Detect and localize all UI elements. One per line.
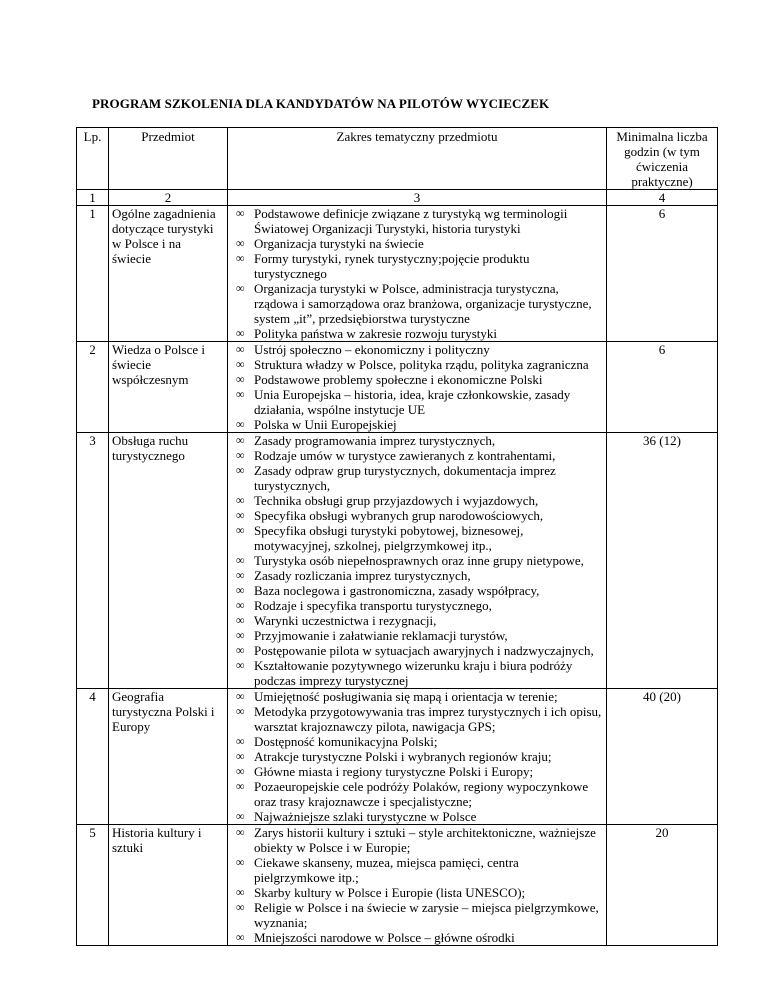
topics-cell <box>228 689 607 825</box>
topic-item <box>232 508 602 523</box>
topic-item <box>232 613 602 628</box>
infinity-bullet-icon: ∞ <box>236 885 245 899</box>
row-number: 2 <box>77 342 109 433</box>
topics-cell <box>228 206 607 342</box>
subject-cell: Geografia turystyczna Polski i Europy <box>109 689 228 825</box>
topic-text: Zarys historii kultury i sztuki – style architektoniczne, ważniejsze obiekty w Polsce i w Europie; <box>254 825 596 855</box>
hours-cell: 36 (12) <box>607 433 718 689</box>
infinity-bullet-icon: ∞ <box>236 855 245 869</box>
topic-text: Mniejszości narodowe w Polsce – główne ośrodki <box>254 930 515 945</box>
topic-item <box>232 493 602 508</box>
infinity-bullet-icon: ∞ <box>236 342 245 356</box>
topic-text: Główne miasta i regiony turystyczne Polski i Europy; <box>254 764 534 779</box>
topic-text: Kształtowanie pozytywnego wizerunku kraju i biura podróży podczas imprezy turystycznej <box>254 658 573 688</box>
topic-item <box>232 448 602 463</box>
infinity-bullet-icon: ∞ <box>236 508 245 522</box>
topic-text: Polityka państwa w zakresie rozwoju turystyki <box>254 326 497 341</box>
infinity-bullet-icon: ∞ <box>236 734 245 748</box>
topic-item <box>232 553 602 568</box>
header-lp: Lp. <box>77 128 109 190</box>
topic-item <box>232 387 602 417</box>
subject-cell: Historia kultury i sztuki <box>109 825 228 946</box>
topic-list <box>232 433 602 688</box>
subject-cell: Wiedza o Polsce i świecie współczesnym <box>109 342 228 433</box>
topic-text: Postępowanie pilota w sytuacjach awaryjnych i nadzwyczajnych, <box>254 643 594 658</box>
topic-text: Warynki uczestnictwa i rezygnacji, <box>254 613 437 628</box>
topic-item <box>232 236 602 251</box>
topic-item <box>232 326 602 341</box>
topic-text: Dostępność komunikacyjna Polski; <box>254 734 438 749</box>
topic-text: Umiejętność posługiwania się mapą i orientacja w terenie; <box>254 689 558 704</box>
infinity-bullet-icon: ∞ <box>236 553 245 567</box>
subject-cell: Obsługa ruchu turystycznego <box>109 433 228 689</box>
topic-text: Najważniejsze szlaki turystyczne w Polsce <box>254 809 477 824</box>
topic-item <box>232 598 602 613</box>
infinity-bullet-icon: ∞ <box>236 448 245 462</box>
topic-item <box>232 628 602 643</box>
infinity-bullet-icon: ∞ <box>236 523 245 537</box>
infinity-bullet-icon: ∞ <box>236 749 245 763</box>
infinity-bullet-icon: ∞ <box>236 689 245 703</box>
topic-item <box>232 206 602 236</box>
topic-text: Rodzaje umów w turystyce zawieranych z kontrahentami, <box>254 448 556 463</box>
topic-item <box>232 523 602 553</box>
topic-text: Formy turystyki, rynek turystyczny;pojęcie produktu turystycznego <box>254 251 530 281</box>
topic-item <box>232 900 602 930</box>
topic-item <box>232 583 602 598</box>
table-row <box>77 825 718 946</box>
topic-text: Organizacja turystyki na świecie <box>254 236 424 251</box>
topics-cell <box>228 342 607 433</box>
infinity-bullet-icon: ∞ <box>236 251 245 265</box>
infinity-bullet-icon: ∞ <box>236 628 245 642</box>
topic-list <box>232 689 602 824</box>
row-number: 3 <box>77 433 109 689</box>
topic-item <box>232 568 602 583</box>
topic-item <box>232 357 602 372</box>
header-scope: Zakres tematyczny przedmiotu <box>228 128 607 190</box>
topic-item <box>232 689 602 704</box>
topic-text: Pozaeuropejskie cele podróży Polaków, regiony wypoczynkowe oraz trasy krajoznawcze i specjalistyczne; <box>254 779 589 809</box>
topic-text: Technika obsługi grup przyjazdowych i wyjazdowych, <box>254 493 539 508</box>
topic-item <box>232 734 602 749</box>
hours-cell: 40 (20) <box>607 689 718 825</box>
infinity-bullet-icon: ∞ <box>236 598 245 612</box>
topic-item <box>232 825 602 855</box>
topic-text: Podstawowe definicje związane z turystyką wg terminologii Światowej Organizacji Turystyki, historia turystyki <box>254 206 568 236</box>
infinity-bullet-icon: ∞ <box>236 357 245 371</box>
infinity-bullet-icon: ∞ <box>236 236 245 250</box>
topic-text: Specyfika obsługi wybranych grup narodowościowych, <box>254 508 544 523</box>
topic-text: Baza noclegowa i gastronomiczna, zasady współpracy, <box>254 583 540 598</box>
topic-item <box>232 749 602 764</box>
training-program-table <box>76 127 718 946</box>
topic-item <box>232 704 602 734</box>
topic-text: Religie w Polsce i na świecie w zarysie – miejsca pielgrzymkowe, wyznania; <box>254 900 599 930</box>
row-number: 5 <box>77 825 109 946</box>
header-subject: Przedmiot <box>109 128 228 190</box>
infinity-bullet-icon: ∞ <box>236 809 245 823</box>
topic-item <box>232 281 602 326</box>
topic-list <box>232 342 602 432</box>
table-row <box>77 433 718 689</box>
column-number: 4 <box>607 190 718 206</box>
topic-item <box>232 809 602 824</box>
topic-text: Zasady odpraw grup turystycznych, dokumentacja imprez turystycznych, <box>254 463 556 493</box>
topic-text: Ustrój społeczno – ekonomiczny i polityczny <box>254 342 490 357</box>
topic-text: Atrakcje turystyczne Polski i wybranych regionów kraju; <box>254 749 552 764</box>
topic-text: Przyjmowanie i załatwianie reklamacji turystów, <box>254 628 508 643</box>
hours-cell: 6 <box>607 342 718 433</box>
topic-item <box>232 417 602 432</box>
topics-cell <box>228 433 607 689</box>
topic-text: Struktura władzy w Polsce, polityka rządu, polityka zagraniczna <box>254 357 589 372</box>
table-row <box>77 342 718 433</box>
topic-item <box>232 342 602 357</box>
infinity-bullet-icon: ∞ <box>236 764 245 778</box>
infinity-bullet-icon: ∞ <box>236 900 245 914</box>
infinity-bullet-icon: ∞ <box>236 930 245 944</box>
topic-item <box>232 930 602 945</box>
infinity-bullet-icon: ∞ <box>236 281 245 295</box>
topic-text: Podstawowe problemy społeczne i ekonomiczne Polski <box>254 372 543 387</box>
infinity-bullet-icon: ∞ <box>236 658 245 672</box>
topic-list <box>232 206 602 341</box>
topic-item <box>232 372 602 387</box>
topic-text: Ciekawe skanseny, muzea, miejsca pamięci, centra pielgrzymkowe itp.; <box>254 855 519 885</box>
topic-text: Turystyka osób niepełnosprawnych oraz inne grupy nietypowe, <box>254 553 584 568</box>
infinity-bullet-icon: ∞ <box>236 493 245 507</box>
column-number: 1 <box>77 190 109 206</box>
header-row <box>77 128 718 190</box>
column-number: 3 <box>228 190 607 206</box>
infinity-bullet-icon: ∞ <box>236 417 245 431</box>
topic-text: Zasady programowania imprez turystycznych, <box>254 433 496 448</box>
infinity-bullet-icon: ∞ <box>236 206 245 220</box>
hours-cell: 20 <box>607 825 718 946</box>
topic-item <box>232 433 602 448</box>
topic-item <box>232 779 602 809</box>
topic-text: Metodyka przygotowywania tras imprez turystycznych i ich opisu, warsztat krajoznawczy pilota, nawigacja GPS; <box>254 704 602 734</box>
infinity-bullet-icon: ∞ <box>236 463 245 477</box>
subject-cell: Ogólne zagadnienia dotyczące turystyki w Polsce i na świecie <box>109 206 228 342</box>
hours-cell: 6 <box>607 206 718 342</box>
infinity-bullet-icon: ∞ <box>236 825 245 839</box>
header-hours: Minimalna liczba godzin (w tym ćwiczenia praktyczne) <box>607 128 718 190</box>
topic-text: Rodzaje i specyfika transportu turystycznego, <box>254 598 492 613</box>
topic-item <box>232 764 602 779</box>
topic-text: Specyfika obsługi turystyki pobytowej, biznesowej, motywacyjnej, szkolnej, pielgrzymkowej itp., <box>254 523 524 553</box>
topic-item <box>232 463 602 493</box>
column-number: 2 <box>109 190 228 206</box>
infinity-bullet-icon: ∞ <box>236 387 245 401</box>
infinity-bullet-icon: ∞ <box>236 779 245 793</box>
infinity-bullet-icon: ∞ <box>236 568 245 582</box>
topic-item <box>232 885 602 900</box>
infinity-bullet-icon: ∞ <box>236 704 245 718</box>
topic-text: Organizacja turystyki w Polsce, administracja turystyczna, rządowa i samorządowa oraz branżowa, organizacje turystyczne, system „it”, przedsiębiorstwa turystyczne <box>254 281 592 326</box>
topic-item <box>232 251 602 281</box>
column-number-row <box>77 190 718 206</box>
infinity-bullet-icon: ∞ <box>236 643 245 657</box>
topics-cell <box>228 825 607 946</box>
infinity-bullet-icon: ∞ <box>236 433 245 447</box>
table-row <box>77 206 718 342</box>
row-number: 4 <box>77 689 109 825</box>
topic-item <box>232 658 602 688</box>
topic-text: Skarby kultury w Polsce i Europie (lista UNESCO); <box>254 885 526 900</box>
infinity-bullet-icon: ∞ <box>236 583 245 597</box>
topic-text: Unia Europejska – historia, idea, kraje członkowskie, zasady działania, wspólne instytucje UE <box>254 387 571 417</box>
document-title: PROGRAM SZKOLENIA DLA KANDYDATÓW NA PILOTÓW WYCIECZEK <box>92 96 550 111</box>
topic-item <box>232 855 602 885</box>
topic-text: Zasady rozliczania imprez turystycznych, <box>254 568 471 583</box>
row-number: 1 <box>77 206 109 342</box>
topic-text: Polska w Unii Europejskiej <box>254 417 397 432</box>
infinity-bullet-icon: ∞ <box>236 326 245 340</box>
topic-item <box>232 643 602 658</box>
infinity-bullet-icon: ∞ <box>236 372 245 386</box>
infinity-bullet-icon: ∞ <box>236 613 245 627</box>
topic-list <box>232 825 602 945</box>
table-row <box>77 689 718 825</box>
